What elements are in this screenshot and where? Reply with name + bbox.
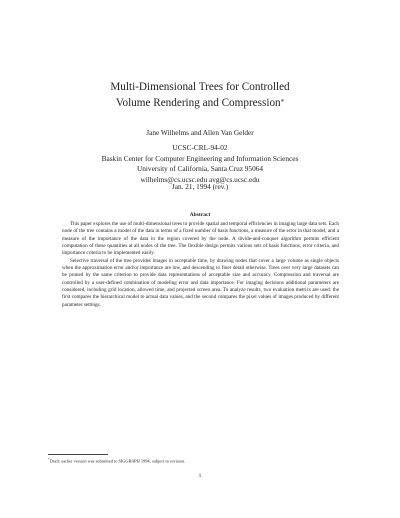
title-line-2 <box>40 95 360 111</box>
emails: wilhelms@cs.ucsc.edu avg@cs.ucsc.edu <box>140 174 260 184</box>
institution: Baskin Center for Computer Engineering and Information Sciences <box>101 153 299 163</box>
footnote-venue: SIGGRAPH <box>118 458 140 464</box>
title-footnote-mark: * <box>280 98 285 106</box>
footnote-text-before: Draft; earlier version was submitted to <box>49 458 119 464</box>
affiliation-block <box>40 143 360 185</box>
authors: Jane Wilhelms and Allen Van Gelder <box>146 128 254 137</box>
abstract-paragraph-2: Selective traversal of the tree provides images in acceptable time, by drawing nodes that cover a large volume as single objects when the approximation error and/or importance are low, and descending to finer detail otherwise. Trees over very large datasets can be pruned by the same criterion to provide data representations of acceptable size and accuracy. Compression and traversal are controlled by a user-defined combination of modeling error and data importance. For imaging decisions additional parameters are considered, including grid location, allowed time, and projected screen area. To analyze results, two evaluation metrics are used: the first compares the hierarchical model to actual data values, and the second compares the pixel values of images produced by different parameter settings. <box>62 257 339 308</box>
footnote-text-after: 1994; subject to revision. <box>139 458 186 464</box>
university: University of California, Santa Cruz 95064 <box>136 164 264 173</box>
footnote-divider <box>48 454 108 455</box>
abstract-heading: Abstract <box>189 212 211 218</box>
page-number: 1 <box>198 473 202 479</box>
abstract-paragraph-1: This paper explores the use of multi-dimensional trees to provide spatial and temporal efficiencies in imaging large data sets. Each node of the tree contains a model of the data in terms of a fixed number of basis functions, a measure of the error in that model, and a measure of the importance of the data in the region covered by the node. A divide-and-conquer algorithm permits efficient computation of these quantities at all nodes of the tree. The flexible design permits various sets of basis functions, error criteria, and importance criteria to be implemented easily. <box>62 221 339 257</box>
paper-date: Jan. 21, 1994 (rev.) <box>171 182 229 191</box>
abstract-body <box>62 221 339 309</box>
footnote-mark: * <box>48 457 50 461</box>
title-line-1: Multi-Dimensional Trees for Controlled <box>110 81 290 93</box>
report-number: UCSC-CRL-94-02 <box>172 143 228 152</box>
title-line-2-text: Volume Rendering and Compression <box>115 97 281 109</box>
footnote <box>48 456 348 464</box>
paper-title <box>40 79 360 111</box>
